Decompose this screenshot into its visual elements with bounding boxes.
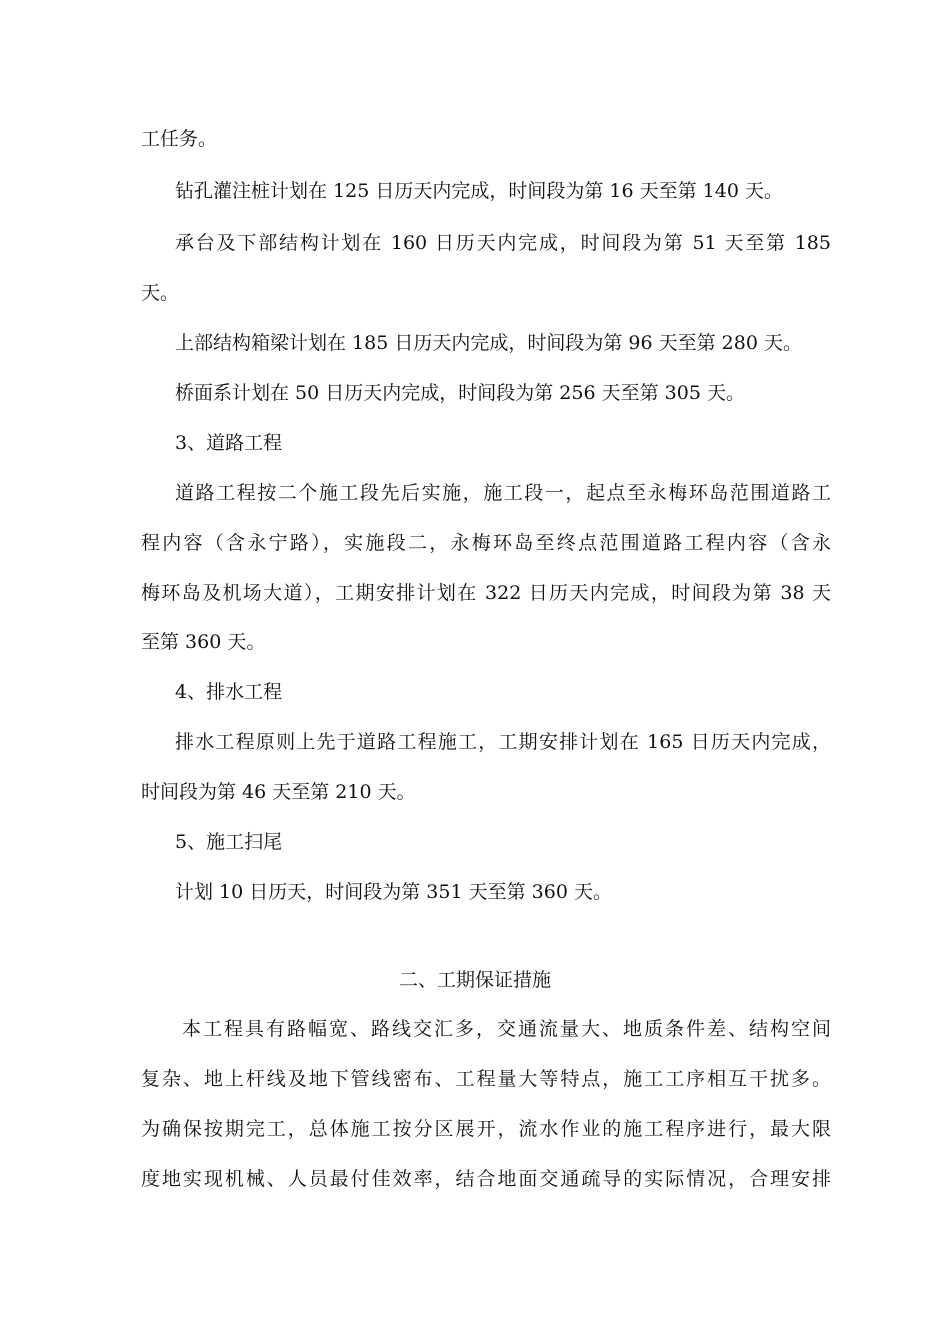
text-line: 梅环岛及机场大道），工期安排计划在 322 日历天内完成，时间段为第 38 天 [141, 582, 831, 604]
text-line: 排水工程原则上先于道路工程施工，工期安排计划在 165 日历天内完成， [175, 731, 831, 753]
section-heading: 5、施工扫尾 [175, 831, 283, 853]
text-line: 时间段为第 46 天至第 210 天。 [141, 781, 416, 803]
text-line: 天。 [141, 282, 180, 304]
chapter-heading: 二、工期保证措施 [398, 969, 551, 991]
section-heading: 4、排水工程 [175, 681, 283, 703]
text-line: 上部结构箱梁计划在 185 日历天内完成，时间段为第 96 天至第 280 天。 [175, 332, 802, 354]
text-line: 计划 10 日历天，时间段为第 351 天至第 360 天。 [175, 881, 612, 903]
text-line: 至第 360 天。 [141, 631, 266, 653]
text-line: 道路工程按二个施工段先后实施，施工段一，起点至永梅环岛范围道路工 [175, 482, 831, 504]
text-line: 程内容（含永宁路），实施段二，永梅环岛至终点范围道路工程内容（含永 [141, 532, 831, 554]
text-line: 本工程具有路幅宽、路线交汇多，交通流量大、地质条件差、结构空间 [182, 1018, 831, 1040]
text-line: 工任务。 [141, 128, 218, 150]
text-line: 复杂、地上杆线及地下管线密布、工程量大等特点，施工工序相互干扰多。 [141, 1068, 831, 1090]
text-line: 钻孔灌注桩计划在 125 日历天内完成，时间段为第 16 天至第 140 天。 [175, 180, 783, 202]
section-heading: 3、道路工程 [175, 432, 283, 454]
text-line: 桥面系计划在 50 日历天内完成，时间段为第 256 天至第 305 天。 [175, 382, 745, 404]
text-line: 为确保按期完工，总体施工按分区展开，流水作业的施工程序进行，最大限 [141, 1118, 831, 1140]
text-line: 度地实现机械、人员最付佳效率，结合地面交通疏导的实际情况，合理安排 [141, 1168, 831, 1190]
text-line: 承台及下部结构计划在 160 日历天内完成，时间段为第 51 天至第 185 [175, 232, 831, 254]
